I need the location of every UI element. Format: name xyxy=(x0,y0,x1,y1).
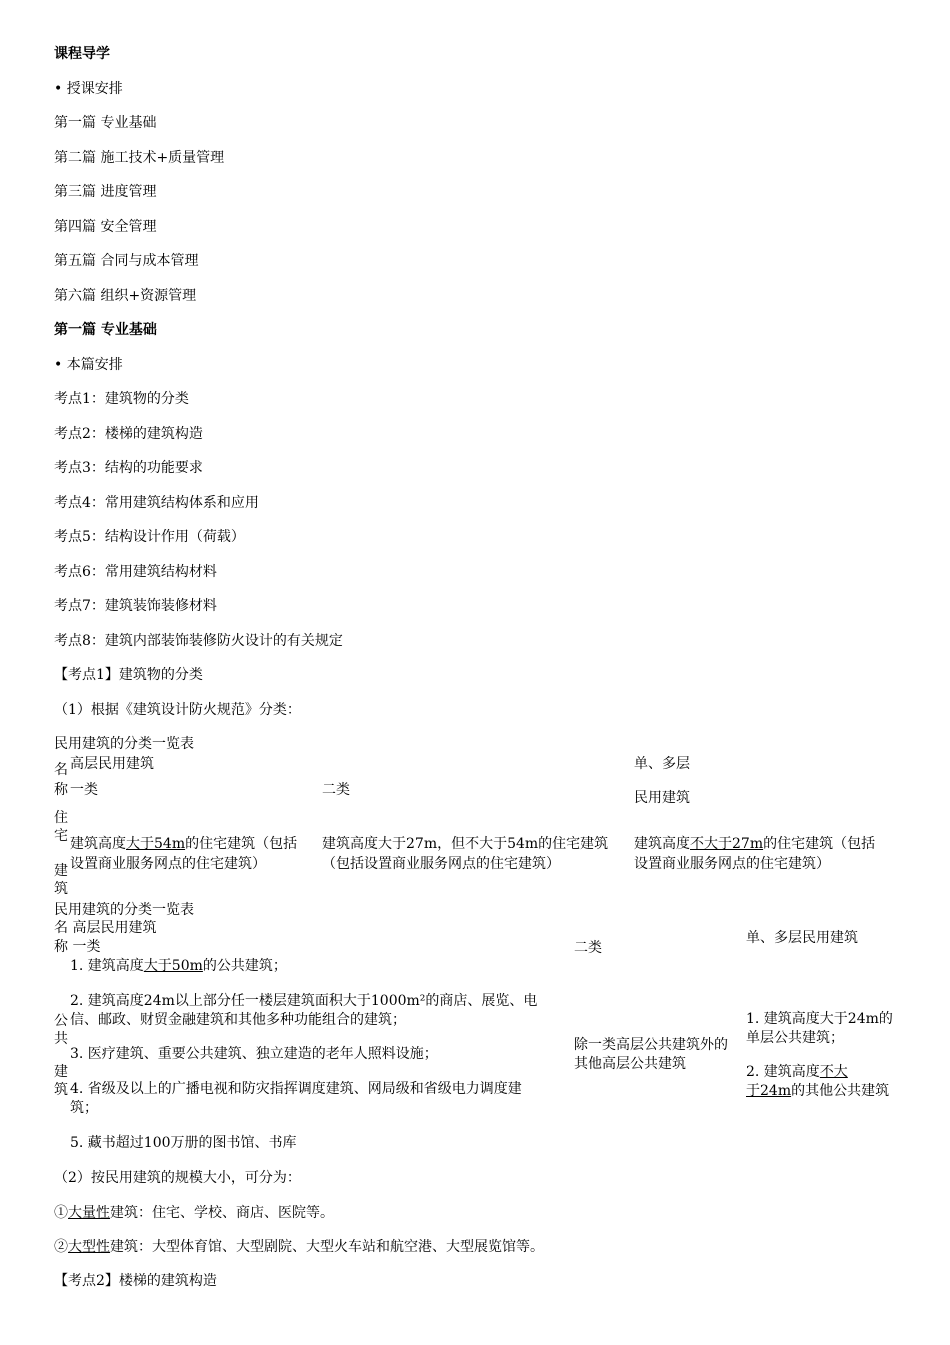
public-item-3: 3. 医疗建筑、重要公共建筑、独立建造的老年人照料设施； xyxy=(70,1046,438,1062)
part-item: 第六篇 组织+资源管理 xyxy=(54,288,197,304)
row-label: 共 xyxy=(54,1031,68,1047)
scale-item-1 xyxy=(54,1205,334,1221)
public-class2-cell: 其他高层公共建筑 xyxy=(574,1056,686,1072)
part1-heading: 第一篇 专业基础 xyxy=(54,322,157,338)
cell-text: 建筑高度 xyxy=(70,836,126,852)
cell-text: 的其他公共建筑 xyxy=(791,1083,890,1099)
cell-text: ② xyxy=(54,1239,68,1255)
part-item: 第五篇 合同与成本管理 xyxy=(54,253,199,269)
point-item: 考点2：楼梯的建筑构造 xyxy=(54,426,203,442)
row-label: 筑 xyxy=(54,1082,68,1098)
low-rise-header: 民用建筑 xyxy=(634,790,690,806)
public-item-5: 5. 藏书超过100万册的图书馆、书库 xyxy=(70,1135,297,1151)
low-rise-header: 单、多层民用建筑 xyxy=(746,930,858,946)
underlined-text: 大型性 xyxy=(68,1239,110,1255)
cell-text: 建筑高度大于27m，但不大于54m的住宅建筑 xyxy=(322,836,609,852)
point-item: 考点4：常用建筑结构体系和应用 xyxy=(54,495,259,511)
name-high-header: 名 高层民用建筑 xyxy=(54,920,157,936)
row-label: 公 xyxy=(54,1013,68,1029)
public-lowrise-cell: 1. 建筑高度大于24m的 xyxy=(746,1011,893,1027)
cell-text: 的公共建筑； xyxy=(202,958,287,974)
row-label: 宅 xyxy=(54,828,68,844)
public-lowrise-cell: 单层公共建筑； xyxy=(746,1030,844,1046)
cell-text: 设置商业服务网点的住宅建筑） xyxy=(70,856,266,872)
name-col-header: 名 xyxy=(54,762,68,778)
part-item: 第二篇 施工技术+质量管理 xyxy=(54,150,225,166)
row-label: 筑 xyxy=(54,881,68,897)
point-item: 考点8：建筑内部装饰装修防火设计的有关规定 xyxy=(54,633,343,649)
public-item-4: 4. 省级及以上的广播电视和防灾指挥调度建筑、网局级和省级电力调度建 xyxy=(70,1081,522,1097)
cell-text: 的住宅建筑（包括 xyxy=(185,836,298,852)
point-item: 考点1：建筑物的分类 xyxy=(54,391,189,407)
row-label: 建 xyxy=(54,1064,68,1080)
public-item-2: 信、邮政、财贸金融建筑和其他多种功能组合的建筑； xyxy=(70,1012,406,1028)
table-caption: 民用建筑的分类一览表 xyxy=(54,902,194,918)
part-item: 第三篇 进度管理 xyxy=(54,184,157,200)
underlined-text: 大量性 xyxy=(68,1205,110,1221)
cell-text: 2. 建筑高度 xyxy=(746,1064,820,1080)
point-item: 考点7：建筑装饰装修材料 xyxy=(54,598,217,614)
class2-header: 二类 xyxy=(574,940,602,956)
underlined-text: 大于50m xyxy=(143,958,203,974)
row-label: 住 xyxy=(54,810,68,826)
row-label: 建 xyxy=(54,863,68,879)
table-caption: 民用建筑的分类一览表 xyxy=(54,736,194,752)
high-rise-header: 高层民用建筑 xyxy=(70,756,154,772)
cell-text: （包括设置商业服务网点的住宅建筑） xyxy=(322,856,560,872)
part-item: 第四篇 安全管理 xyxy=(54,219,157,235)
cell-text: 建筑：住宅、学校、商店、医院等。 xyxy=(110,1205,334,1221)
residential-class2-cell xyxy=(322,834,608,874)
point-item: 考点5：结构设计作用（荷载） xyxy=(54,529,245,545)
scale-subheading: （2）按民用建筑的规模大小，可分为： xyxy=(54,1170,301,1186)
kp2-heading: 【考点2】楼梯的建筑构造 xyxy=(54,1273,217,1289)
underlined-text: 不大 xyxy=(819,1064,848,1080)
cell-text: 建筑：大型体育馆、大型剧院、大型火车站和航空港、大型展览馆等。 xyxy=(110,1239,544,1255)
low-rise-header: 单、多层 xyxy=(634,756,690,772)
public-item-1 xyxy=(70,958,287,974)
public-lowrise-cell xyxy=(746,1083,889,1099)
part1-bullet: • 本篇安排 xyxy=(54,357,123,373)
public-lowrise-cell xyxy=(746,1064,848,1080)
course-guide-title: 课程导学 xyxy=(54,46,110,62)
public-item-2: 2. 建筑高度24m以上部分任一楼层建筑面积大于1000m²的商店、展览、电 xyxy=(70,993,538,1009)
residential-lowrise-cell xyxy=(634,834,875,874)
public-class2-cell: 除一类高层公共建筑外的 xyxy=(574,1037,728,1053)
kp1-subheading: （1）根据《建筑设计防火规范》分类： xyxy=(54,702,301,718)
class2-header: 二类 xyxy=(322,782,350,798)
class1-header: 一类 xyxy=(70,782,98,798)
scale-item-2 xyxy=(54,1239,544,1255)
cell-text: 的住宅建筑（包括 xyxy=(763,836,876,852)
schedule-bullet: • 授课安排 xyxy=(54,81,123,97)
underlined-text: 大于54m xyxy=(126,836,186,852)
cell-text: 设置商业服务网点的住宅建筑） xyxy=(634,856,830,872)
cell-text: ① xyxy=(54,1205,68,1221)
part-item: 第一篇 专业基础 xyxy=(54,115,157,131)
underlined-text: 于24m xyxy=(746,1083,792,1099)
point-item: 考点6：常用建筑结构材料 xyxy=(54,564,217,580)
name-col-header: 称 xyxy=(54,782,68,798)
cell-text: 1. 建筑高度 xyxy=(70,958,144,974)
cell-text: 建筑高度 xyxy=(634,836,690,852)
point-item: 考点3：结构的功能要求 xyxy=(54,460,203,476)
public-item-4: 筑； xyxy=(70,1100,98,1116)
underlined-text: 不大于27m xyxy=(690,836,764,852)
residential-class1-cell xyxy=(70,834,297,874)
name-class1-header: 称 一类 xyxy=(54,939,101,955)
kp1-heading: 【考点1】建筑物的分类 xyxy=(54,667,203,683)
